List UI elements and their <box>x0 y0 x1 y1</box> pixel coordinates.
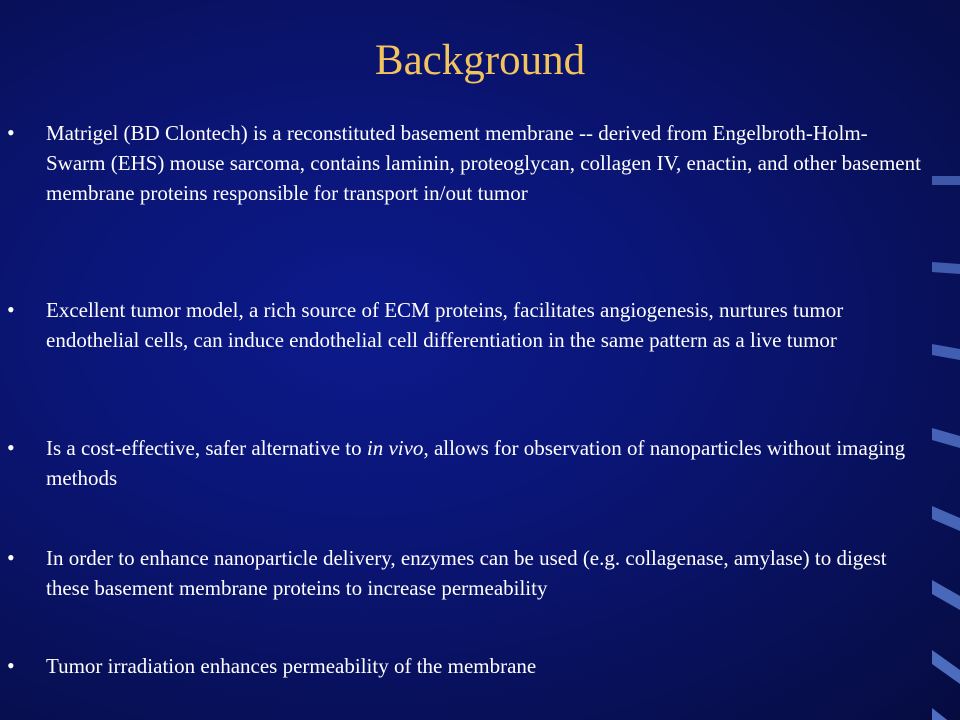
decor-dash <box>932 650 960 684</box>
bullet-text-part: Is a cost-effective, safer alternative to <box>46 436 367 460</box>
decor-dash <box>932 344 960 360</box>
decor-dash <box>932 428 960 448</box>
decor-dash <box>932 580 960 610</box>
slide-title: Background <box>374 37 586 84</box>
decorative-edge-marks <box>920 0 960 720</box>
bullet-text: In order to enhance nanoparticle delivery, enzymes can be used (e.g. collagenase, amylase) to digest these basement membrane proteins to increase permeability <box>46 546 887 600</box>
bullet-marker: • <box>7 297 15 322</box>
bullet-text: Matrigel (BD Clontech) is a reconstituted basement membrane -- derived from Engelbroth-Holm-Swarm (EHS) mouse sarcoma, contains laminin, proteoglycan, collagen IV, enactin, and other basement membrane proteins responsible for transport in/out tumor <box>46 121 921 205</box>
decor-dash <box>932 708 960 720</box>
bullet-marker: • <box>7 653 15 678</box>
bullet-marker: • <box>7 120 15 145</box>
italic-term: in vivo <box>366 436 424 460</box>
bullet-text-part: , allows for observation of nanoparticles without imaging methods <box>46 436 906 490</box>
bullet-text <box>46 433 926 493</box>
bullet-text: Excellent tumor model, a rich source of ECM proteins, facilitates angiogenesis, nurtures tumor endothelial cells, can induce endothelial cell differentiation in the same pattern as a live tumor <box>46 298 844 352</box>
bullet-text: Tumor irradiation enhances permeability of the membrane <box>46 654 537 678</box>
decor-dash <box>932 262 960 274</box>
decor-dash <box>932 506 960 531</box>
bullet-marker: • <box>7 545 15 570</box>
decor-dash <box>932 176 960 185</box>
bullet-marker: • <box>7 435 15 460</box>
